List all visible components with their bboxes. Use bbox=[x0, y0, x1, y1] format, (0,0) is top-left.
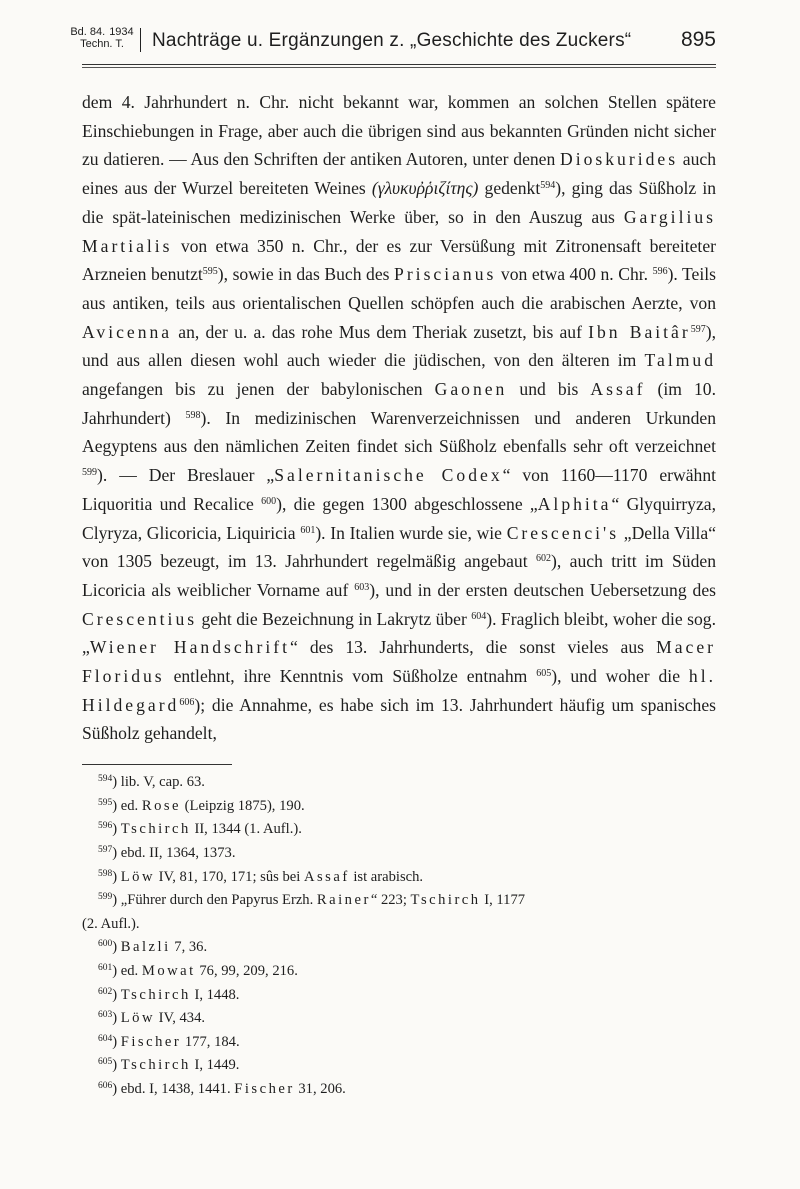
footnote: $^{601}$) ed. Mowat 76, 99, 209, 216. bbox=[98, 962, 298, 979]
footnote-ref: 604 bbox=[471, 610, 487, 622]
body-paragraph: dem 4. Jahrhundert n. Chr. nicht bekannt war, kommen an solchen Stellen spätere Einschiebungen in Frage, aber auch die übrigen sind aus bekannten Gründen nicht sicher zu datieren. — Aus den Schriften der antiken Autoren, unter denen Dioskurides auch eines aus der Wurzel bereiteten Weines (γλυκυῤῥιζίτης) gedenkt$^{594}$), ging das Süßholz in die spät-lateinischen medizinischen Werke über, so in den Auszug aus Gargilius Martialis von etwa 350 n. Chr., der es zur Versüßung mit Zitronensaft bereiteter Arzneien benutzt$^{595}$), sowie in das Buch des Priscianus von etwa 400 n. Chr. $^{596}$). Teils aus antiken, teils aus orientalischen Quellen schöpfen auch die arabischen Aerzte, von Avicenna an, der u. a. das rohe Mus dem Theriak zusetzt, bis auf Ibn Baitâr$^{597}$), und aus allen diesen wohl auch wieder die jüdischen, von den älteren im Talmud angefangen bis zu jenen der babylonischen Gaonen und bis Assaf (im 10. Jahrhundert) $^{598}$). In medizinischen Warenverzeichnissen und anderen Urkunden Aegyptens aus den nämlichen Zeiten findet sich Süßholz ebenfalls sehr oft verzeichnet $^{599}$). — Der Breslauer „Salernitanische Codex“ von 1160—1170 erwähnt Liquoritia und Recalice $^{600}$), die gegen 1300 abgeschlossene „Alphita“ Glyquirryza, Clyryza, Glicoricia, Liquiricia $^{601}$). In Italien wurde sie, wie Crescenci's „Della Villa“ von 1305 bezeugt, im 13. Jahrhundert regelmäßig angebaut $^{602}$), auch tritt im Süden Licoricia als weiblicher Vorname auf $^{603}$), und in der ersten deutschen Uebersetzung des Crescentius geht die Bezeichnung in Lakrytz über $^{604}$). Fraglich bleibt, woher die sog. „Wiener Handschrift“ des 13. Jahrhunderts, die sonst vieles aus Macer Floridus entlehnt, ihre Kenntnis vom Süßholze entnahm $^{605}$), und woher die hl. Hildegard$^{606}$); die Annahme, es habe sich im 13. Jahrhundert häufig um spanisches Süßholz gehandelt, bbox=[82, 92, 717, 744]
running-title: Nachträge u. Ergänzungen z. „Geschichte des Zuckers“ bbox=[152, 30, 632, 51]
author-name: Crescentius bbox=[82, 608, 198, 629]
footnote-ref: 600 bbox=[261, 495, 277, 507]
footnote-ref: 606 bbox=[179, 696, 195, 708]
footnote-rule bbox=[82, 764, 232, 765]
footnote-ref: 605 bbox=[536, 668, 552, 680]
author-name: Assaf bbox=[590, 379, 646, 400]
source-name: Wiener Handschrift bbox=[89, 637, 290, 658]
running-header bbox=[70, 22, 716, 62]
header-divider bbox=[140, 28, 141, 52]
footnotes bbox=[82, 771, 716, 1101]
header-rule bbox=[82, 64, 716, 65]
author-name: Dioskurides bbox=[560, 149, 679, 170]
footnote-ref: 599 bbox=[82, 467, 97, 479]
author-name: Ibn Baitâr bbox=[588, 321, 691, 342]
footnote: $^{595}$) ed. Rose (Leipzig 1875), 190. bbox=[98, 797, 305, 814]
source-name: Alphita bbox=[537, 493, 612, 514]
footnote-ref: 603 bbox=[354, 581, 370, 593]
footnote: $^{602}$) Tschirch I, 1448. bbox=[98, 986, 240, 1003]
footnote-continuation: (2. Aufl.). bbox=[82, 915, 140, 932]
volume-section: Techn. T. bbox=[80, 38, 124, 50]
footnote: $^{598}$) Löw IV, 81, 170, 171; sûs bei Assaf ist arabisch. bbox=[98, 868, 424, 885]
author-name: Macer Floridus bbox=[82, 637, 716, 687]
footnote-ref: 601 bbox=[300, 524, 316, 536]
footnote: $^{604}$) Fischer 177, 184. bbox=[98, 1033, 240, 1050]
footnote-ref: 598 bbox=[185, 409, 201, 421]
footnote-ref: 602 bbox=[536, 553, 552, 565]
footnote: $^{605}$) Tschirch I, 1449. bbox=[98, 1057, 240, 1074]
footnote: $^{599}$) „Führer durch den Papyrus Erzh. Rainer“ 223; Tschirch I, 1177 bbox=[98, 892, 526, 909]
footnote-ref: 595 bbox=[202, 266, 218, 278]
footnote-ref: 596 bbox=[652, 266, 668, 278]
source-name: Salernitanische Codex bbox=[274, 465, 503, 486]
footnote: $^{600}$) Balzli 7, 36. bbox=[98, 939, 208, 956]
footnote: $^{596}$) Tschirch II, 1344 (1. Aufl.). bbox=[98, 821, 302, 838]
author-name: hl. Hildegard bbox=[82, 666, 716, 715]
footnote: $^{594}$) lib. V, cap. 63. bbox=[98, 774, 205, 791]
source-name: Talmud bbox=[644, 350, 716, 371]
page bbox=[70, 22, 717, 1101]
author-name: Crescenci's bbox=[506, 522, 620, 543]
header-rule-thin bbox=[82, 67, 716, 68]
source-name: Gaonen bbox=[434, 379, 508, 400]
volume-label: Bd. 84. bbox=[70, 26, 106, 38]
volume-year: 1934 bbox=[109, 26, 134, 38]
author-name: Gargilius Martialis bbox=[82, 206, 716, 256]
footnote-ref: 597 bbox=[690, 323, 706, 335]
author-name: Avicenna bbox=[82, 321, 173, 342]
footnote-ref: 594 bbox=[540, 180, 556, 192]
footnote: $^{597}$) ebd. II, 1364, 1373. bbox=[98, 844, 236, 861]
page-number: 895 bbox=[680, 28, 716, 51]
author-name: Priscianus bbox=[394, 264, 497, 285]
volume-info bbox=[68, 26, 136, 50]
footnote: $^{606}$) ebd. I, 1438, 1441. Fischer 31, 206. bbox=[98, 1080, 346, 1097]
footnote: $^{603}$) Löw IV, 434. bbox=[98, 1010, 206, 1027]
greek-term: (γλυκυῤῥιζίτης) bbox=[371, 178, 479, 199]
